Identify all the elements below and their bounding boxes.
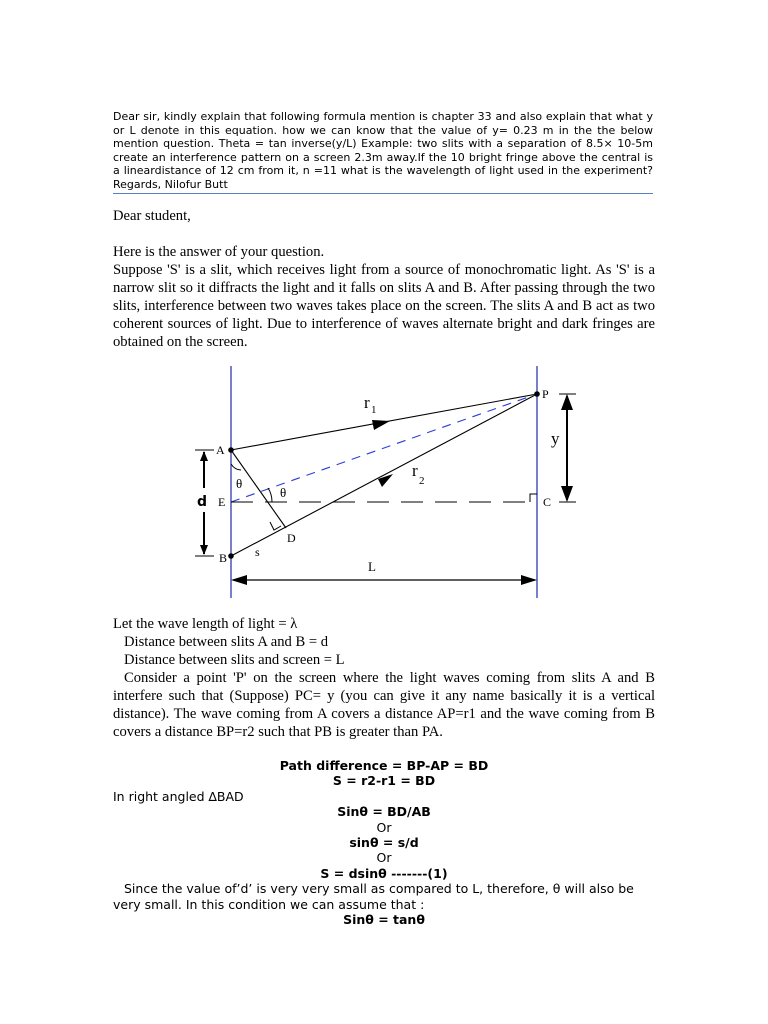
eq-sin-tan: Sinθ = tanθ — [343, 912, 425, 928]
answer-intro: Here is the answer of your question. — [113, 244, 325, 260]
calculation-block — [113, 758, 655, 927]
y-arrowhead-top — [561, 394, 573, 410]
greeting: Dear student, — [113, 208, 191, 224]
label-r1: r — [364, 393, 370, 412]
question-text: Dear sir, kindly explain that following formula mention is chapter 33 and also explain that what y or L denote in this equation. how we can know that the value of y= 0.23 m in the the below mention question. Theta = tan inverse(y/L) Example: two slits with a separation of 8.5× 10-5m create an interference pattern on a screen 2.3m away.If the 10 bright fringe above the central is a lineardistance of 12 cm from it, n =11 what is the wavelength of light used in the experiment? Regards, Nilofur Butt — [113, 110, 653, 194]
eq-path-difference: Path difference = BP-AP = BD — [279, 758, 489, 773]
center-line-ep — [231, 394, 537, 502]
label-p: P — [542, 387, 549, 401]
definitions-block — [113, 615, 655, 741]
label-theta-top: θ — [236, 476, 243, 491]
label-d-dimension: d — [197, 494, 208, 510]
text-right-angled: In right angled ∆BAD — [113, 788, 244, 804]
label-b: B — [219, 551, 228, 565]
eq-sin-bd: Sinθ = BD/AB — [337, 804, 431, 820]
text-or-1: Or — [376, 819, 392, 835]
def-consider: Consider a point 'P' on the screen where the light waves coming from slits A and B interfere such that (Suppose) PC= y (you can give it any name basically it is a vertical distance). The wave coming from A covers a distance AP=r1 and the wave coming from B covers a distance BP=r2 such that PB is greater than PA. — [113, 670, 655, 740]
eq-s: S = r2-r1 = BD — [332, 773, 436, 789]
label-y: y — [551, 429, 560, 448]
answer-paragraph: Suppose 'S' is a slit, which receives light from a source of monochromatic light. As 'S' is a narrow slit so it diffracts the light and it falls on slits A and B. After passing through the two slits, interference between two waves takes place on the screen. The slits A and B act as two coherent sources of light. Due to interference of waves alternate bright and dark fringes are obtained on the screen. — [113, 262, 655, 350]
text-or-2: Or — [376, 850, 392, 866]
theta-arc-top — [231, 464, 241, 470]
label-r2: r — [412, 461, 418, 480]
theta-arc-mid — [268, 488, 272, 502]
label-r2-subscript: 2 — [419, 475, 425, 487]
def-slit-distance: Distance between slits A and B = d — [124, 634, 328, 650]
right-angle-c — [530, 494, 537, 502]
right-angle-d — [270, 522, 281, 530]
eq-sin-sd: sinθ = s/d — [349, 835, 419, 851]
arrowhead-r2 — [378, 474, 393, 487]
l-arrowhead-left — [231, 575, 247, 585]
label-theta-mid: θ — [280, 485, 287, 500]
ray-r2 — [231, 394, 537, 556]
label-a: A — [216, 443, 225, 457]
l-arrowhead-right — [521, 575, 537, 585]
eq-s-dsin: S = dsinθ -------(1) — [320, 865, 448, 881]
label-d-point: D — [287, 531, 296, 545]
label-c: C — [543, 495, 552, 509]
point-p — [534, 391, 540, 397]
label-e: E — [218, 495, 226, 509]
text-since: Since the value of’d’ is very very small as compared to L, therefore, θ will also be very small. In this condition we can assume that : — [113, 881, 634, 912]
def-wavelength: Let the wave length of light = λ — [113, 616, 298, 632]
point-b — [228, 553, 234, 559]
y-arrowhead-bottom — [561, 486, 573, 502]
label-r1-subscript: 1 — [371, 404, 377, 416]
arrowhead-r1 — [372, 420, 390, 430]
label-l: L — [368, 559, 376, 574]
point-a — [228, 447, 234, 453]
label-s: s — [255, 545, 260, 559]
def-screen-distance: Distance between slits and screen = L — [124, 652, 345, 668]
